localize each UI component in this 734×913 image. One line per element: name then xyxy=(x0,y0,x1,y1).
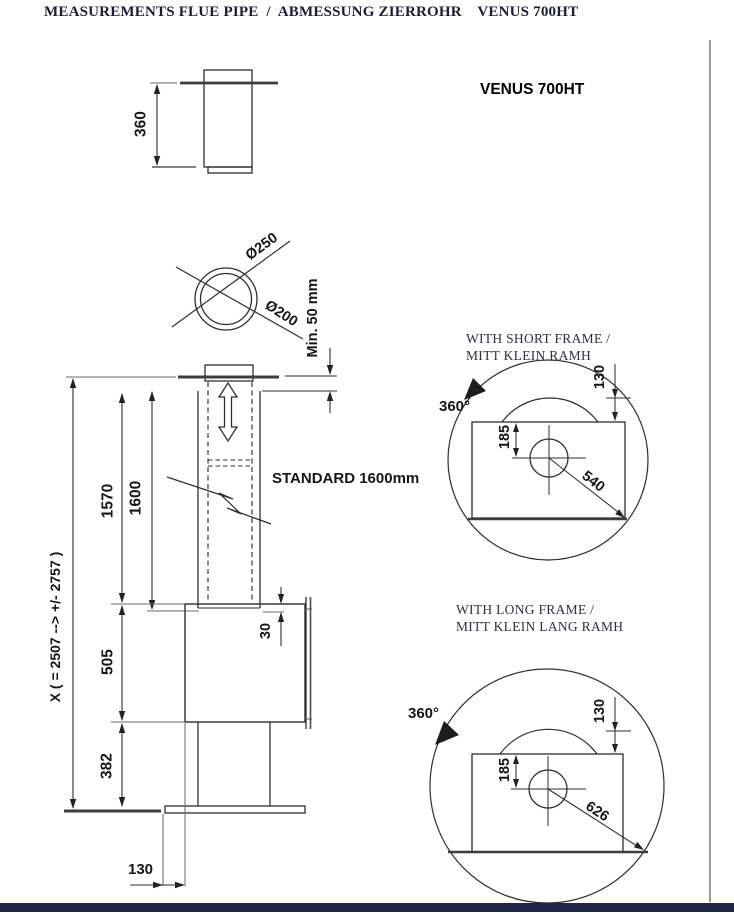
dim-1570: 1570 xyxy=(99,483,117,519)
elevation-lines xyxy=(64,348,337,888)
long-frame-title-en: WITH LONG FRAME / xyxy=(456,602,595,617)
short-frame-title-de: MITT KLEIN RAMH xyxy=(466,348,591,363)
dim-base-130: 130 xyxy=(128,861,154,878)
rotation-arrow-icon xyxy=(435,721,459,745)
footer-bar xyxy=(0,903,734,912)
standard-length-label: STANDARD 1600mm xyxy=(272,470,420,487)
telescope-arrow-icon xyxy=(219,383,237,441)
dim-total-height-x: X ( = 2507 --> +/- 2757 ) xyxy=(47,551,63,703)
dim-inner-diameter: Ø200 xyxy=(261,297,301,331)
long-frame-title-de: MITT KLEIN LANG RAMH xyxy=(456,619,624,634)
short-frame-dim-185: 185 xyxy=(496,424,513,450)
short-frame-rotation: 360° xyxy=(439,398,471,415)
short-frame-title-en: WITH SHORT FRAME / xyxy=(466,331,611,346)
long-frame-rotation: 360° xyxy=(408,705,440,722)
dim-382: 382 xyxy=(98,753,116,779)
rotation-arrow-icon xyxy=(464,378,486,400)
dim-360: 360 xyxy=(132,111,150,137)
long-frame-dim-626: 626 xyxy=(582,798,612,826)
model-label: VENUS 700HT xyxy=(480,81,585,98)
dim-505: 505 xyxy=(99,649,117,675)
page-title: MEASUREMENTS FLUE PIPE / ABMESSUNG ZIERROHR VENUS 700HT xyxy=(44,4,579,20)
long-frame-lines xyxy=(430,669,664,903)
dim-1600: 1600 xyxy=(127,480,145,516)
dim-min-clearance: Min. 50 mm xyxy=(304,278,321,358)
short-frame-dim-130: 130 xyxy=(591,364,608,390)
long-frame-dim-130: 130 xyxy=(591,698,608,724)
long-frame-dim-185: 185 xyxy=(496,757,513,783)
dim-30: 30 xyxy=(257,622,274,640)
dim-outer-diameter: Ø250 xyxy=(242,229,281,264)
short-frame-lines xyxy=(448,360,648,560)
top-pipe-view-lines xyxy=(150,70,278,173)
short-frame-dim-540: 540 xyxy=(578,468,608,496)
